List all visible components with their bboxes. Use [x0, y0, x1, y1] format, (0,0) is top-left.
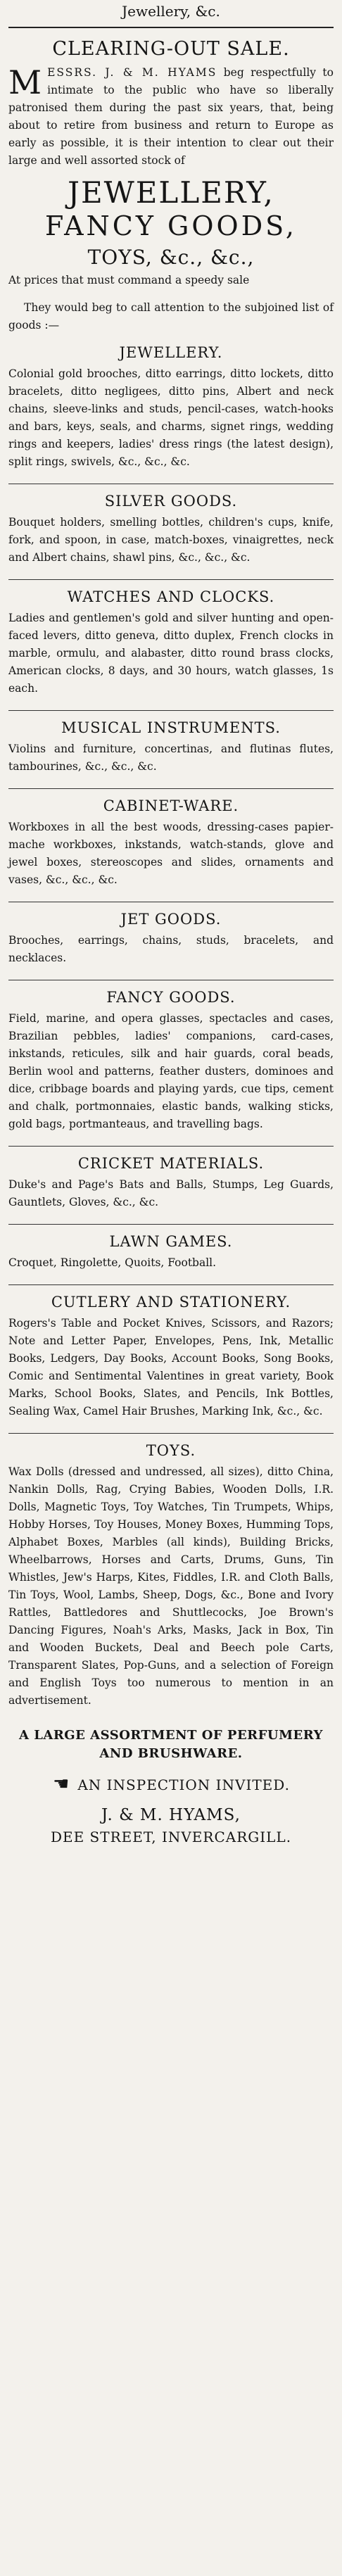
goods-section	[8, 788, 334, 889]
goods-sections	[8, 337, 334, 1710]
section-body: Brooches, earrings, chains, studs, bracelets, and necklaces.	[8, 934, 334, 964]
section-title: JEWELLERY.	[119, 344, 223, 361]
section-divider	[8, 1224, 334, 1225]
section-divider	[8, 1284, 334, 1285]
section-body: Wax Dolls (dressed and undressed, all sizes), ditto China, Nankin Dolls, Rag, Crying Babies, Wooden Dolls, I.R. Dolls, Magnetic Toys, Toy Watches, Tin Trumpets, Whips, Hobby Horses, Toy Houses, Money Boxes, Humming Tops, Alphabet Boxes, Marbles (all kinds), Building Bricks, Wheelbarrows, Horses and Carts, Drums, Guns, Tin Whistles, Jew's Harps, Kites, Fiddles, I.R. and Cloth Balls, Tin Toys, Wool, Lambs, Sheep, Dogs, &c., Bone and Ivory Rattles, Battledores and Shuttlecocks, Joe Brown's Dancing Figures, Noah's Arks, Masks, Jack in Box, Tin and Wooden Buckets, Deal and Beech pole Carts, Transparent Slates, Pop-Guns, and a selection of Foreign and English Toys too numerous to mention in an advertisement.	[8, 1465, 334, 1707]
section-title: CRICKET MATERIALS.	[77, 1155, 265, 1172]
goods-section	[8, 1284, 334, 1420]
headline-fancy-goods: FANCY GOODS,	[45, 210, 297, 241]
sale-title: CLEARING-OUT SALE.	[52, 38, 290, 60]
inspection-invitation	[8, 1774, 334, 1795]
column-header: Jewellery, &c.	[122, 3, 220, 20]
headline-jewellery: JEWELLERY,	[68, 175, 274, 210]
intro-text: beg respectfully to intimate to the public who have so liberally patronised them during the past six years, that, being about to retire from business and return to Europe as early as possible, it is their intention to clear out their large and well assorted stock of	[8, 66, 334, 167]
section-spacer	[8, 337, 334, 343]
section-body: Duke's and Page's Bats and Balls, Stumps, Leg Guards, Gauntlets, Gloves, &c., &c.	[8, 1178, 334, 1208]
section-title: CUTLERY AND STATIONERY.	[51, 1294, 291, 1311]
address: DEE STREET, INVERCARGILL.	[50, 1829, 292, 1845]
intro-paragraph	[8, 64, 334, 170]
prices-line: At prices that must command a speedy sale	[8, 274, 250, 286]
section-divider	[8, 579, 334, 580]
goods-section	[8, 710, 334, 776]
section-body: Colonial gold brooches, ditto earrings, ditto lockets, ditto bracelets, ditto negligees, ditto pins, Albert and neck chains, sleeve-links and studs, pencil-cases, watch-hooks and bars, keys, seals, and charms, signet rings, wedding rings and keepers, ladies' dress rings (the latest design), split rings, swivels, &c., &c., &c.	[8, 367, 334, 468]
goods-section	[8, 484, 334, 567]
section-divider	[8, 788, 334, 789]
header-rule	[8, 27, 334, 28]
goods-section	[8, 337, 334, 471]
goods-section	[8, 902, 334, 967]
section-title: TOYS.	[146, 1442, 196, 1459]
section-title: CABINET-WARE.	[103, 797, 239, 814]
goods-section	[8, 1433, 334, 1710]
section-title: MUSICAL INSTRUMENTS.	[61, 719, 281, 736]
section-title: LAWN GAMES.	[109, 1233, 233, 1250]
section-body: Bouquet holders, smelling bottles, children's cups, knife, fork, and spoon, in case, match-boxes, vinaigrettes, neck and Albert chains, shawl pins, &c., &c., &c.	[8, 516, 334, 564]
section-divider	[8, 1433, 334, 1434]
section-title: SILVER GOODS.	[104, 493, 238, 510]
invitation-text: AN INSPECTION INVITED.	[77, 1776, 290, 1793]
section-divider	[8, 710, 334, 711]
goods-section	[8, 579, 334, 697]
signature: J. & M. HYAMS,	[101, 1806, 241, 1824]
goods-section	[8, 980, 334, 1133]
section-body: Workboxes in all the best woods, dressing-cases papier-mache workboxes, inkstands, watch-stands, glove and jewel boxes, stereoscopes and slides, ornaments and vases, &c., &c., &c.	[8, 821, 334, 886]
goods-section	[8, 1224, 334, 1272]
perfumery-notice: A LARGE ASSORTMENT OF PERFUMERY AND BRUSHWARE.	[18, 1728, 324, 1761]
section-body: Croquet, Ringolette, Quoits, Football.	[8, 1256, 217, 1269]
section-title: WATCHES AND CLOCKS.	[67, 588, 275, 605]
firm-name: ESSRS. J. & M. HYAMS	[47, 66, 217, 79]
section-divider	[8, 1146, 334, 1147]
section-title: JET GOODS.	[120, 911, 222, 928]
section-title: FANCY GOODS.	[106, 989, 236, 1006]
section-body: Violins and furniture, concertinas, and flutinas flutes, tambourines, &c., &c., &c.	[8, 743, 334, 773]
pointing-hand-icon: ☛	[52, 1774, 70, 1795]
attention-line: They would beg to call attention to the subjoined list of goods :—	[8, 301, 334, 332]
drop-cap: M	[8, 63, 42, 101]
headline-toys: TOYS, &c., &c.,	[87, 246, 255, 269]
section-body: Rogers's Table and Pocket Knives, Scissors, and Razors; Note and Letter Paper, Envelopes, Pens, Ink, Metallic Books, Ledgers, Day Books, Account Books, Song Books, Comic and Sentimental Valentines in great variety, Book Marks, School Books, Slates, and Pencils, Ink Bottles, Sealing Wax, Camel Hair Brushes, Marking Ink, &c., &c.	[8, 1317, 334, 1418]
goods-section	[8, 1146, 334, 1211]
section-body: Ladies and gentlemen's gold and silver hunting and open-faced levers, ditto geneva, ditto duplex, French clocks in marble, ormulu, and alabaster, ditto round brass clocks, American clocks, 8 days, and 30 hours, watch glasses, 1s each.	[8, 612, 334, 695]
section-body: Field, marine, and opera glasses, spectacles and cases, Brazilian pebbles, ladies' companions, card-cases, inkstands, reticules, silk and hair guards, coral beads, Berlin wool and patterns, feather dusters, dominoes and dice, cribbage boards and playing yards, cue tips, cement and chalk, portmonnaies, elastic bands, walking sticks, gold bags, portmanteaus, and travelling bags.	[8, 1012, 334, 1130]
